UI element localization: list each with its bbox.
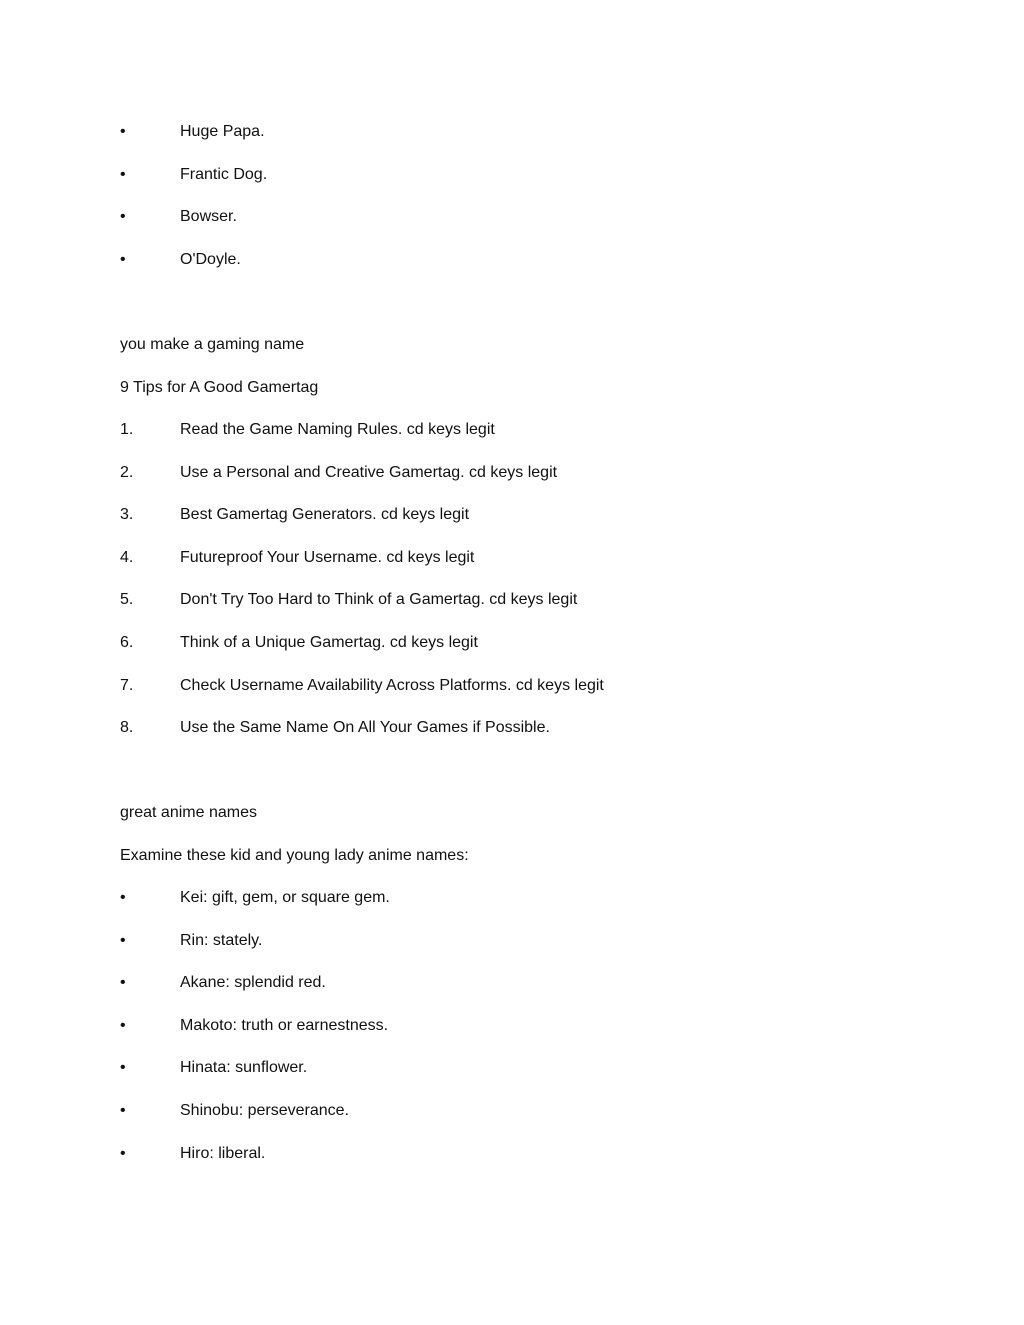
list-item (120, 163, 267, 187)
list-item (120, 1014, 388, 1038)
list-item-text: Futureproof Your Username. cd keys legit (180, 549, 475, 566)
bullet-marker: • (120, 208, 126, 225)
list-item (120, 674, 604, 698)
list-item-text: Hinata: sunflower. (180, 1059, 308, 1076)
bullet-marker: • (120, 932, 126, 949)
list-item (120, 1056, 307, 1080)
bullet-marker: • (120, 1059, 126, 1076)
list-item (120, 886, 390, 910)
list-item-text: Read the Game Naming Rules. cd keys legit (180, 421, 495, 438)
number-marker: 7. (120, 677, 134, 694)
list-item-text: Huge Papa. (180, 123, 265, 140)
list-item (120, 971, 326, 995)
list-item (120, 546, 474, 570)
list-item (120, 120, 265, 144)
list-item-text: Shinobu: perseverance. (180, 1102, 349, 1119)
list-item (120, 716, 550, 740)
list-item (120, 461, 557, 485)
list-item (120, 503, 469, 527)
bullet-marker: • (120, 123, 126, 140)
section-intro: 9 Tips for A Good Gamertag (120, 379, 319, 396)
list-item (120, 1099, 349, 1123)
list-item (120, 588, 577, 612)
number-marker: 4. (120, 549, 134, 566)
list-item-text: Use the Same Name On All Your Games if Possible. (180, 719, 550, 736)
list-item-text: Kei: gift, gem, or square gem. (180, 889, 390, 906)
section-heading: great anime names (120, 804, 257, 821)
number-marker: 2. (120, 464, 134, 481)
list-item (120, 1142, 265, 1166)
bullet-marker: • (120, 251, 126, 268)
list-item-text: Frantic Dog. (180, 166, 268, 183)
section-intro: Examine these kid and young lady anime names: (120, 847, 469, 864)
list-item-text: Think of a Unique Gamertag. cd keys legit (180, 634, 478, 651)
bullet-marker: • (120, 1102, 126, 1119)
list-item-text: Check Username Availability Across Platforms. cd keys legit (180, 677, 604, 694)
list-item-text: Rin: stately. (180, 932, 263, 949)
list-item (120, 248, 241, 272)
list-item (120, 418, 495, 442)
list-item-text: Use a Personal and Creative Gamertag. cd keys legit (180, 464, 558, 481)
list-item-text: Best Gamertag Generators. cd keys legit (180, 506, 470, 523)
bullet-marker: • (120, 889, 126, 906)
list-item-text: Akane: splendid red. (180, 974, 326, 991)
number-marker: 6. (120, 634, 134, 651)
list-item-text: Hiro: liberal. (180, 1145, 266, 1162)
list-item (120, 929, 262, 953)
list-item-text: Bowser. (180, 208, 237, 225)
number-marker: 5. (120, 591, 134, 608)
number-marker: 3. (120, 506, 134, 523)
list-item-text: Don't Try Too Hard to Think of a Gamertag. cd keys legit (180, 591, 578, 608)
number-marker: 8. (120, 719, 134, 736)
bullet-marker: • (120, 1145, 126, 1162)
number-marker: 1. (120, 421, 134, 438)
list-item-text: Makoto: truth or earnestness. (180, 1017, 389, 1034)
list-item (120, 205, 237, 229)
bullet-marker: • (120, 1017, 126, 1034)
section-heading: you make a gaming name (120, 336, 305, 353)
list-item-text: O'Doyle. (180, 251, 241, 268)
bullet-marker: • (120, 166, 126, 183)
list-item (120, 631, 478, 655)
bullet-marker: • (120, 974, 126, 991)
